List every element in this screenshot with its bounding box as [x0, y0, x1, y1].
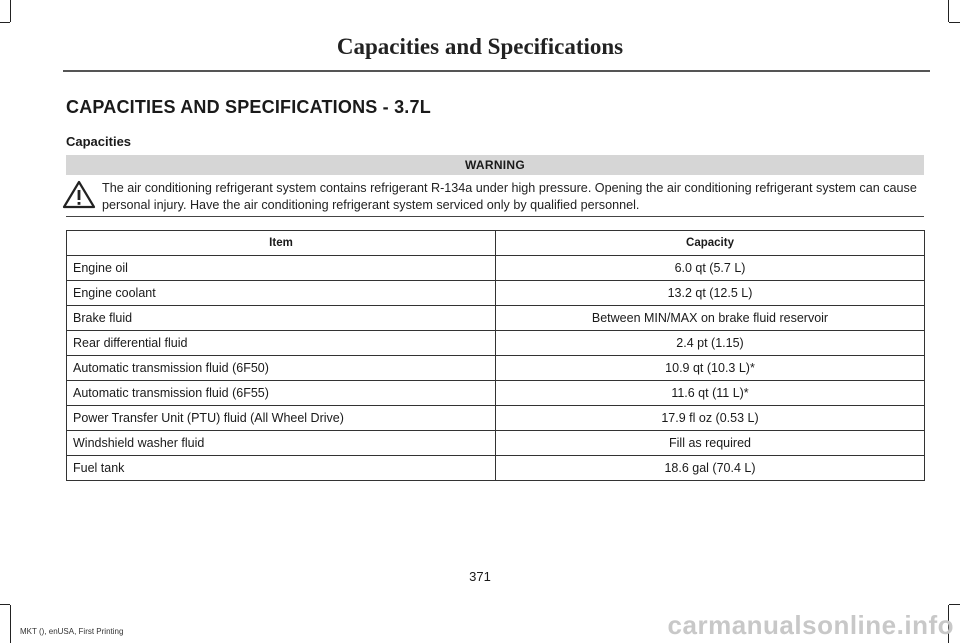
edition-footer: MKT (), enUSA, First Printing: [20, 627, 124, 636]
warning-triangle-icon: [62, 180, 96, 210]
item-cell: Engine coolant: [67, 281, 496, 306]
page-header-title: Capacities and Specifications: [336, 34, 624, 59]
capacity-cell: 6.0 qt (5.7 L): [496, 256, 925, 281]
item-cell: Power Transfer Unit (PTU) fluid (All Wheel Drive): [67, 406, 496, 431]
column-header-capacity: Capacity: [496, 231, 925, 256]
crop-mark-top-left-h: [0, 22, 10, 23]
crop-mark-top-right-h: [949, 22, 960, 23]
capacities-table: [66, 230, 925, 481]
table-row: [67, 406, 925, 431]
crop-mark-bottom-left-v: [10, 605, 11, 643]
capacity-cell: 11.6 qt (11 L)*: [496, 381, 925, 406]
capacity-cell: 17.9 fl oz (0.53 L): [496, 406, 925, 431]
item-cell: Windshield washer fluid: [67, 431, 496, 456]
capacity-cell: 2.4 pt (1.15): [496, 331, 925, 356]
subsection-title: Capacities: [66, 134, 132, 149]
capacity-cell: Between MIN/MAX on brake fluid reservoir: [496, 306, 925, 331]
table-row: [67, 356, 925, 381]
table-row: [67, 431, 925, 456]
item-cell: Rear differential fluid: [67, 331, 496, 356]
table-row: [67, 281, 925, 306]
table-header-row: [67, 231, 925, 256]
table-row: [67, 331, 925, 356]
item-cell: Fuel tank: [67, 456, 496, 481]
crop-mark-bottom-right-h: [949, 604, 960, 605]
column-header-item: Item: [67, 231, 496, 256]
item-cell: Brake fluid: [67, 306, 496, 331]
item-cell: Engine oil: [67, 256, 496, 281]
crop-mark-bottom-left-h: [0, 604, 10, 605]
section-title: CAPACITIES AND SPECIFICATIONS - 3.7L: [66, 97, 431, 117]
capacity-cell: Fill as required: [496, 431, 925, 456]
header-divider: [63, 70, 930, 72]
warning-divider: [66, 216, 924, 217]
item-cell: Automatic transmission fluid (6F55): [67, 381, 496, 406]
capacity-cell: 18.6 gal (70.4 L): [496, 456, 925, 481]
warning-text: The air conditioning refrigerant system contains refrigerant R-134a under high pressure. Opening the air conditioning refrigerant system can cause personal injury. Have the air conditioning refrigerant system serviced only by qualified personnel.: [102, 181, 917, 212]
table-row: [67, 456, 925, 481]
table-row: [67, 381, 925, 406]
watermark: carmanualsonline.info: [667, 610, 954, 640]
item-cell: Automatic transmission fluid (6F50): [67, 356, 496, 381]
capacity-cell: 10.9 qt (10.3 L)*: [496, 356, 925, 381]
warning-banner: WARNING: [66, 155, 924, 175]
table-row: [67, 256, 925, 281]
table-row: [67, 306, 925, 331]
crop-mark-top-right-v: [948, 0, 949, 22]
capacity-cell: 13.2 qt (12.5 L): [496, 281, 925, 306]
crop-mark-top-left-v: [10, 0, 11, 22]
page-number: 371: [469, 569, 491, 584]
